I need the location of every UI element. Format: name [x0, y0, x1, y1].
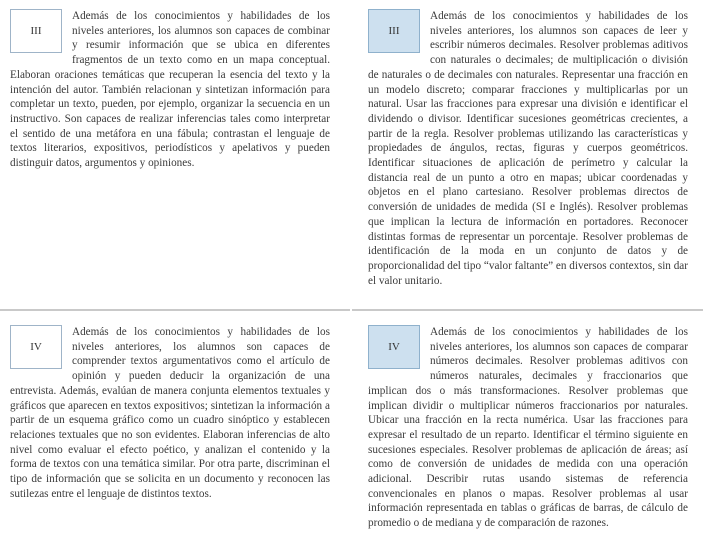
- row-divider: [0, 309, 350, 311]
- level-badge: III: [368, 9, 420, 53]
- math-level-iv-block: [352, 312, 703, 539]
- reading-level-iv-block: [0, 312, 350, 539]
- level-badge: IV: [10, 325, 62, 369]
- math-level-iii-block: [352, 0, 703, 310]
- row-divider: [352, 309, 703, 311]
- level-badge: IV: [368, 325, 420, 369]
- math-level-iii-content: [368, 9, 688, 288]
- level-description: Además de los conocimientos y habilidades de los niveles anteriores, los alumnos son capaces de leer y escribir números decimales. Resolver problemas aditivos con naturales o decimales; de multiplicación o división de naturales o de decimales con naturales. Representar una fracción en un modelo discreto; comparar fracciones y multiplicarlas por un natural. Usar las fracciones para expresar una división e identificar el dividendo o divisor. Identificar sucesiones geométricas crecientes, a partir de la regla. Resolver problemas utilizando las características y propiedades de ángulos, rectas, figuras y cuerpos geométricos. Identificar situaciones de aplicación de perímetro y calcular la distancia real de un punto a otro en mapas; ubicar coordenadas y objetos en el plano cartesiano. Resolver problemas directos de conversión de unidades de medida (SI e Inglés). Resolver problemas que implican la lectura de información en portadores. Reconocer distintas formas de representar un porcentaje. Resolver problemas de identificación de la moda en un conjunto de datos y de proporcionalidad del tipo “valor faltante” en diversos contextos, sin dar el valor unitario.: [368, 10, 688, 287]
- reading-level-iv-content: [10, 325, 330, 501]
- reading-level-iii-content: [10, 9, 330, 171]
- level-description: Además de los conocimientos y habilidades de los niveles anteriores, los alumnos son capaces de comprender textos argumentativos como el artículo de opinión y pueden deducir la organización de una entrevista. Además, evalúan de manera conjunta elementos textuales y gráficos que aparecen en textos expositivos; sintetizan la información a partir de un esquema gráfico como un cuadro sinóptico y establecen relaciones textuales que no son evidentes. Elaboran inferencias de alto nivel como evaluar el efecto poético, y analizan el contenido y la forma de textos con una temática similar. Por otra parte, discriminan el tipo de información que se solicita en un documento y reconocen las sutilezas entre el lenguaje de distintos textos.: [10, 326, 330, 500]
- level-description: Además de los conocimientos y habilidades de los niveles anteriores, los alumnos son capaces de combinar y resumir información que se ubica en diferentes fragmentos de un texto como en un mapa conceptual. Elaboran oraciones temáticas que recuperan la esencia del texto y la intención del autor. También relacionan y sintetizan información para completar un texto, pueden, por ejemplo, organizar la secuencia en un instructivo. Son capaces de realizar inferencias tales como interpretar el sentido de una metáfora en una fábula; contrastan el lenguaje de textos literarios, expositivos, periodísticos y apelativos y pueden distinguir datos, argumentos y opiniones.: [10, 10, 330, 170]
- reading-level-iii-block: [0, 0, 350, 310]
- math-level-iv-content: [368, 325, 688, 531]
- level-badge: III: [10, 9, 62, 53]
- level-description: Además de los conocimientos y habilidades de los niveles anteriores, los alumnos son capaces de comparar números decimales. Resolver problemas aditivos con números naturales, decimales y fraccionarios que implican dos o más transformaciones. Resolver problemas que implican dividir o multiplicar números fraccionarios por naturales. Ubicar una fracción en la recta numérica. Usar las fracciones para expresar el resultado de un reparto. Identificar el término siguiente en sucesiones especiales. Resolver problemas de aplicación de áreas; así como de conversión de unidades de medida con una operación adicional. Describir rutas usando sistemas de referencia convencionales en planos o mapas. Resolver problemas al usar información representada en tablas o gráficas de barras, de cálculo de promedio o de mediana y de comparación de razones.: [368, 326, 688, 530]
